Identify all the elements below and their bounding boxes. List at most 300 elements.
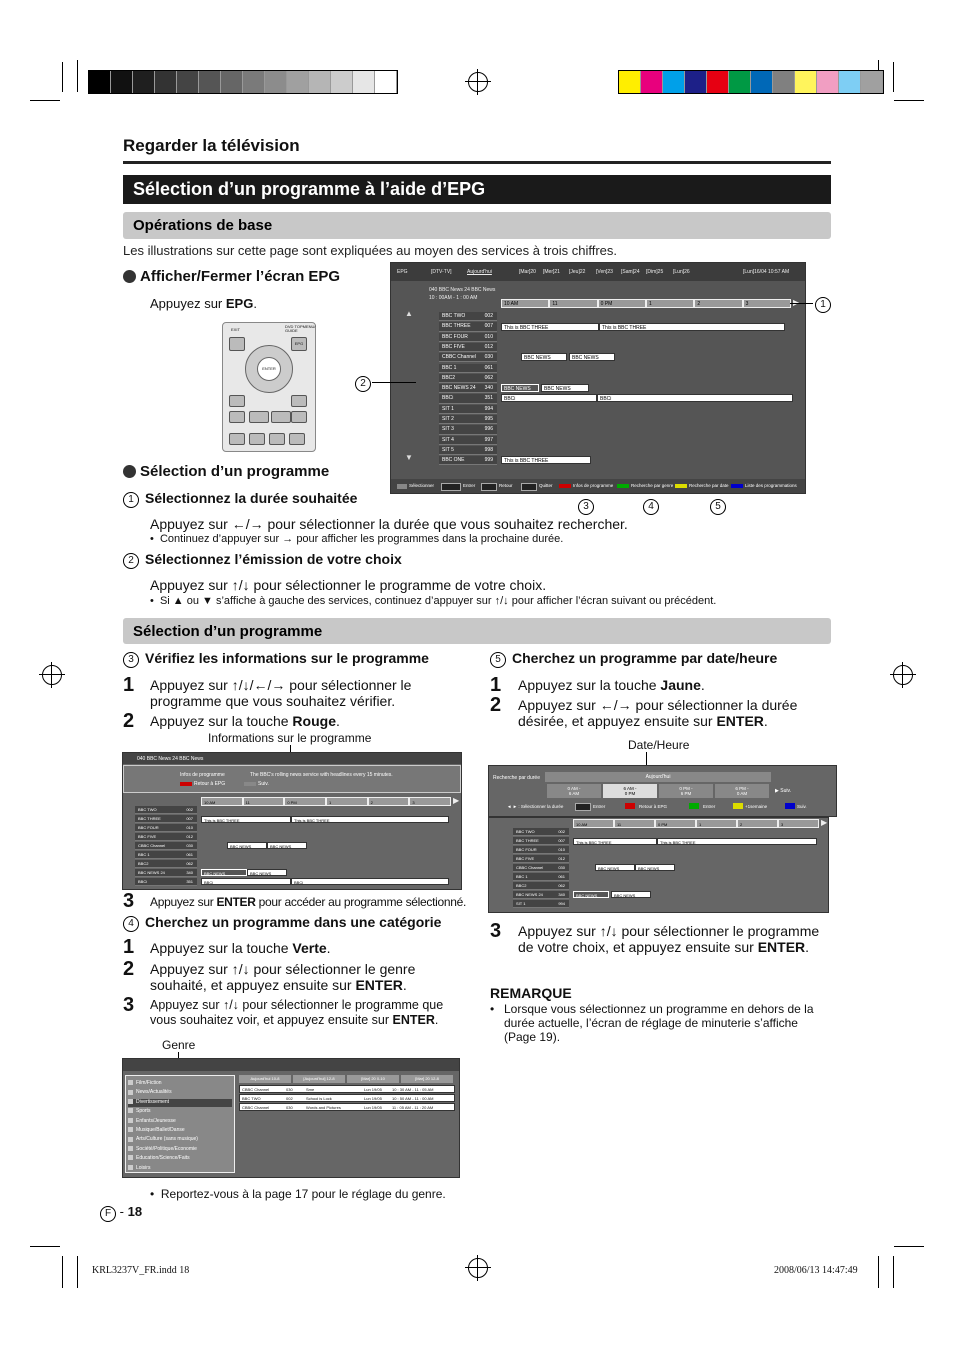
gray-swatch: [331, 71, 353, 93]
channel-number: 002: [186, 807, 193, 812]
channel-number: 061: [558, 874, 565, 879]
time-label: 10 AM: [576, 822, 588, 827]
next-page-icon[interactable]: ▶: [821, 818, 828, 827]
genre-item[interactable]: [128, 1165, 232, 1173]
channel-row[interactable]: [135, 860, 197, 868]
gray-swatch: [133, 71, 155, 93]
step3-instr1: Appuyez sur ↑/↓/←/→ pour sélectionner le programme que vous souhaitez vérifier.: [150, 677, 412, 709]
genre-result-cell: 11 : 05 AM - 11 : 20 AM: [392, 1105, 434, 1110]
remarque-text: • Lorsque vous sélectionnez un programme en dehors de la durée actuelle, l’écran de réglage de minuterie s’affiche (Page 19).: [490, 1002, 814, 1044]
genre-col-header[interactable]: [347, 1075, 399, 1083]
step1-heading: 1 Sélectionnez la durée souhaitée: [123, 490, 357, 508]
color-swatch: [619, 71, 641, 93]
genre-result-cell: CBBC Channel: [242, 1087, 270, 1092]
time-label: 0 PM: [600, 301, 613, 307]
time-label: 11: [552, 301, 558, 307]
step-number: 1: [123, 936, 135, 958]
genre-col-header[interactable]: [293, 1075, 345, 1083]
remote-button[interactable]: [289, 433, 305, 445]
step3-heading: 3 Vérifiez les informations sur le programme: [123, 650, 429, 668]
date-next[interactable]: ▶ Suiv.: [775, 788, 791, 794]
genre-item[interactable]: [128, 1080, 232, 1088]
program-cell[interactable]: This is BBC THREE: [573, 838, 657, 845]
footer-file: KRL3237V_FR.indd 18: [92, 1265, 190, 1276]
channel-number: 012: [186, 834, 193, 839]
remarque-title: REMARQUE: [490, 985, 572, 1001]
program-cell[interactable]: This is BBC THREE: [291, 816, 449, 823]
channel-name: CBBC Channel: [138, 843, 166, 848]
enter-key-icon: [441, 483, 461, 491]
genre-item[interactable]: [128, 1146, 232, 1154]
channel-row[interactable]: [513, 855, 569, 863]
gray-swatch: [265, 71, 287, 93]
page-title: Sélection d’un programme à l’aide d’EPG: [123, 175, 831, 204]
epg-top-bar: EPG [DTV-TV] Aujourd'hui [Mar]20 [Mer]21 [Jeu]22 [Ven]23 [Sam]24 [Dim]25 [Lun]26 [Lun]16/04 10:57 AM: [391, 263, 805, 281]
crop-mark: [893, 1256, 894, 1288]
channel-number: 007: [484, 323, 493, 330]
genre-col-label: [Mar] 20 12-8: [415, 1076, 439, 1081]
channel-number: 994: [558, 901, 565, 906]
time-label: 3: [412, 800, 415, 805]
program-cell[interactable]: BBC NEWS: [569, 353, 615, 361]
time-slot: [368, 797, 410, 806]
program-cell[interactable]: BBCi: [501, 394, 597, 402]
dpad-icon: [397, 484, 407, 489]
channel-number: 340: [558, 892, 565, 897]
callout-4: 4: [643, 498, 665, 515]
genre-label: Sports: [136, 1108, 151, 1115]
date-today: Aujourd'hui: [545, 772, 771, 782]
channel-name: BBC 1: [516, 874, 528, 879]
date-slot[interactable]: [715, 784, 769, 798]
channel-row[interactable]: [513, 900, 569, 908]
genre-label: Education/Science/Faits: [136, 1155, 190, 1162]
step5-instr3: Appuyez sur ↑/↓ pour sélectionner le programme de votre choix, et appuyez ensuite sur ENTER.: [518, 923, 820, 955]
channel-row[interactable]: [439, 425, 497, 434]
genre-item[interactable]: [128, 1155, 232, 1163]
red-key-icon: [180, 782, 192, 786]
date-slot-label: 0 PM - 6 PM: [679, 786, 693, 796]
genre-result-cell: School is Lock: [306, 1096, 332, 1101]
channel-number: 010: [186, 825, 193, 830]
blue-key-icon: [731, 484, 743, 488]
genre-item[interactable]: [128, 1089, 232, 1097]
channel-row[interactable]: [135, 851, 197, 859]
gray-swatch: [155, 71, 177, 93]
channel-row[interactable]: [135, 806, 197, 814]
channel-number: 062: [186, 861, 193, 866]
channel-row[interactable]: [439, 353, 497, 362]
step2-heading: 2 Sélectionnez l’émission de votre choix: [123, 551, 402, 569]
program-cell[interactable]: BBCi: [201, 878, 291, 885]
time-slot: [614, 819, 655, 828]
genre-note: • Reportez-vous à la page 17 pour le réglage du genre.: [150, 1187, 446, 1201]
channel-number: 002: [558, 829, 565, 834]
color-swatch: [641, 71, 663, 93]
program-cell[interactable]: BBC NEWS: [595, 864, 635, 871]
step4-instr1: Appuyez sur la touche Verte.: [150, 940, 331, 956]
program-cell[interactable]: BBCi: [291, 878, 449, 885]
step3-instr2: Appuyez sur la touche Rouge.: [150, 713, 340, 729]
scroll-up-icon[interactable]: ▲: [405, 309, 413, 318]
step4-heading: 4 Cherchez un programme dans une catégorie: [123, 914, 441, 932]
channel-row[interactable]: [439, 436, 497, 445]
genre-label: Film/Fiction: [136, 1080, 162, 1086]
channel-number: 030: [186, 843, 193, 848]
program-cell[interactable]: This is BBC THREE: [201, 816, 291, 823]
genre-result-cell: Sme: [306, 1087, 315, 1092]
channel-row[interactable]: [439, 322, 497, 331]
remote-button[interactable]: [269, 433, 285, 445]
crop-mark: [30, 1246, 60, 1247]
channel-name: SIT 1: [442, 405, 454, 412]
channel-name: BBCi: [138, 879, 148, 884]
genre-result-cell: 030: [286, 1087, 293, 1092]
program-cell[interactable]: This is BBC THREE: [599, 323, 785, 331]
channel-name: SIT 2: [442, 416, 454, 422]
channel-row[interactable]: [439, 405, 497, 414]
channel-row[interactable]: [135, 878, 197, 886]
genre-icon: [128, 1165, 133, 1170]
genre-result-cell: CBBC Channel: [242, 1105, 270, 1110]
crop-mark: [62, 62, 63, 92]
channel-name: BBC2: [138, 861, 149, 866]
step-number: 1: [490, 674, 502, 696]
step-number: 2: [490, 694, 502, 716]
step5-instr2: Appuyez sur ←/→ pour sélectionner la durée désirée, et appuyez ensuite sur ENTER.: [518, 697, 798, 729]
step3-instr3: Appuyez sur ENTER pour accéder au programme sélectionné.: [150, 895, 467, 909]
genre-caption: Genre: [162, 1038, 196, 1052]
time-slot: [326, 797, 368, 806]
date-caption: Date/Heure: [628, 738, 690, 752]
home-button[interactable]: [229, 395, 245, 407]
red-key-icon: [625, 803, 635, 809]
color-swatch: [795, 71, 817, 93]
genre-list: [125, 1075, 235, 1173]
channel-name: BBC FIVE: [516, 856, 535, 861]
channel-row[interactable]: [439, 343, 497, 352]
step5-instr1: Appuyez sur la touche Jaune.: [518, 677, 705, 693]
genre-item[interactable]: [128, 1127, 232, 1135]
step5-heading: 5 Cherchez un programme par date/heure: [490, 650, 777, 668]
channel-name: CBBC Channel: [516, 865, 544, 870]
date-slot[interactable]: [603, 784, 657, 798]
epg-key-icon: [521, 483, 537, 491]
menu-button[interactable]: [229, 411, 245, 423]
genre-item[interactable]: [128, 1108, 232, 1116]
remote-button[interactable]: [229, 433, 245, 445]
scroll-down-icon[interactable]: ▼: [405, 453, 413, 462]
key-icon: [244, 782, 256, 786]
crop-mark: [77, 60, 78, 92]
selection-header: Sélection d’un programme: [123, 618, 831, 644]
channel-number: 007: [186, 816, 193, 821]
color-swatch: [685, 71, 707, 93]
time-slot: [573, 819, 614, 828]
channel-number: 061: [186, 852, 193, 857]
epg-footer: Sélectionner Entrer Retour Quitter Infos de programme Recherche par genre Recherche par date Liste des programmations: [391, 479, 805, 493]
step-number: 2: [123, 958, 135, 980]
genre-result-row[interactable]: [239, 1085, 455, 1093]
genre-result-cell: Words and Pictures: [306, 1105, 341, 1110]
channel-row[interactable]: [439, 333, 497, 342]
time-slot: [694, 299, 742, 308]
genre-item[interactable]: [128, 1099, 232, 1107]
genre-icon: [128, 1108, 133, 1113]
channel-name: BBC NEWS 24: [442, 385, 476, 392]
step-number: 2: [123, 710, 135, 732]
channel-number: 007: [558, 838, 565, 843]
registration-mark-icon: [468, 72, 488, 92]
selection-heading: Sélection d’un programme: [123, 463, 329, 480]
time-label: 11: [617, 822, 622, 827]
channel-name: BBC TWO: [138, 807, 157, 812]
channel-name: BBC 1: [442, 364, 457, 371]
info-screen: [122, 752, 462, 890]
program-cell[interactable]: BBCi: [597, 394, 793, 402]
time-label: 1: [649, 301, 652, 307]
color-swatch: [861, 71, 883, 93]
genre-result-cell: BBC TWO: [242, 1096, 261, 1101]
genre-result-row[interactable]: [239, 1103, 455, 1111]
channel-number: 999: [484, 457, 493, 464]
color-swatch: [729, 71, 751, 93]
channel-name: SIT 5: [442, 446, 454, 453]
program-cell[interactable]: This is BBC THREE: [501, 456, 591, 464]
channel-name: BBC FOUR: [516, 847, 537, 852]
green-key-icon: [617, 484, 629, 488]
genre-icon: [128, 1155, 133, 1160]
channel-number: 012: [558, 856, 565, 861]
callout-1: 1: [815, 296, 837, 313]
channel-row[interactable]: [135, 869, 197, 877]
genre-result-cell: Lun 19/05: [364, 1087, 382, 1092]
genre-icon: [128, 1146, 133, 1151]
channel-name: BBC THREE: [442, 323, 471, 330]
channel-name: BBC TWO: [516, 829, 535, 834]
crop-mark: [878, 1256, 879, 1288]
genre-item[interactable]: [128, 1136, 232, 1144]
channel-number: 062: [558, 883, 565, 888]
remote-button[interactable]: [249, 411, 269, 423]
channel-name: BBC FOUR: [442, 333, 468, 340]
color-swatch: [773, 71, 795, 93]
program-cell[interactable]: BBC NEWS: [635, 864, 675, 871]
remote-epg-label: DVD TOPMENU/ GUIDE: [285, 324, 316, 333]
channel-number: 998: [484, 446, 493, 453]
time-slot: [737, 819, 778, 828]
crop-mark: [77, 1256, 78, 1288]
genre-icon: [128, 1118, 133, 1123]
channel-number: 062: [484, 374, 493, 381]
exit-button[interactable]: [229, 337, 245, 351]
red-key-icon: [559, 484, 571, 488]
channel-number: 995: [484, 416, 493, 422]
afficher-heading: Afficher/Fermer l’écran EPG: [123, 268, 340, 285]
channel-name: BBC FIVE: [138, 834, 157, 839]
gray-swatch: [89, 71, 111, 93]
channel-row[interactable]: [513, 891, 569, 899]
channel-number: 012: [484, 343, 493, 350]
genre-col-label: [Mar] 20 0-10: [361, 1076, 385, 1081]
channel-number: 030: [558, 865, 565, 870]
info-header: 040 BBC News 24 BBC News: [123, 753, 461, 764]
time-slot: [778, 819, 819, 828]
program-cell-selected[interactable]: BBC NEWS: [573, 891, 609, 898]
time-label: 0 PM: [658, 822, 668, 827]
time-label: 11: [245, 800, 250, 805]
genre-col-header[interactable]: [239, 1075, 291, 1083]
channel-row[interactable]: [439, 364, 497, 373]
date-footer: ◄ ► : Sélectionner la durée Entrer Retour à EPG Entrer +1semaine Suiv.: [507, 804, 807, 809]
program-cell[interactable]: This is BBC THREE: [657, 838, 817, 845]
program-cell[interactable]: BBC NEWS: [521, 353, 567, 361]
channel-row[interactable]: [439, 312, 497, 321]
color-swatch: [663, 71, 685, 93]
date-epg-screen: [488, 817, 829, 913]
program-cell[interactable]: BBC NEWS: [227, 842, 267, 849]
time-label: 10 AM: [204, 800, 216, 805]
date-slot[interactable]: [547, 784, 601, 798]
channel-name: SIT 4: [442, 436, 454, 443]
genre-label: Divertissement: [136, 1098, 170, 1105]
channel-name: BBC NEWS 24: [516, 892, 543, 897]
gray-swatch: [221, 71, 243, 93]
time-slot: [549, 299, 597, 308]
genre-screen: [122, 1058, 460, 1178]
program-cell-selected[interactable]: BBC NEWS: [501, 384, 539, 392]
time-label: 2: [370, 800, 373, 805]
step-number: 3: [123, 890, 135, 912]
channel-row[interactable]: [439, 446, 497, 455]
registration-mark-icon: [468, 1258, 488, 1278]
channel-number: 351: [484, 395, 493, 402]
genre-top-bar: [123, 1059, 459, 1071]
bullet-icon: [123, 270, 136, 283]
registration-mark-icon: [893, 665, 913, 685]
genre-col-label: [Aujourd'hui] 12-8: [303, 1076, 335, 1081]
step4-instr2: Appuyez sur ↑/↓ pour sélectionner le genre souhaité, et appuyez ensuite sur ENTER.: [150, 961, 416, 993]
channel-row[interactable]: [513, 837, 569, 845]
step2-bullet: • Si ▲ ou ▼ s’affiche à gauche des services, continuez d’appuyer sur ↑/↓ pour afficher l’écran suivant ou précédent.: [150, 595, 717, 607]
program-cell[interactable]: BBC NEWS: [611, 891, 651, 898]
yellow-key-icon: [733, 803, 743, 809]
crop-mark: [893, 62, 894, 92]
channel-name: BBC THREE: [138, 816, 161, 821]
genre-col-header[interactable]: [401, 1075, 453, 1083]
time-slot: [743, 299, 791, 308]
program-cell[interactable]: BBC NEWS: [541, 384, 589, 392]
channel-row[interactable]: [513, 873, 569, 881]
program-cell-selected[interactable]: BBC NEWS: [201, 869, 247, 876]
remote-button[interactable]: [249, 433, 265, 445]
crop-mark: [894, 100, 924, 101]
channel-row[interactable]: [135, 815, 197, 823]
genre-result-cell: Lun 19/05: [364, 1105, 382, 1110]
channel-number: 010: [558, 847, 565, 852]
channel-number: 030: [484, 354, 493, 361]
date-slot[interactable]: [659, 784, 713, 798]
genre-result-cell: 002: [286, 1096, 293, 1101]
genre-result-row[interactable]: [239, 1094, 455, 1102]
channel-name: BBCi: [442, 395, 454, 402]
channel-row[interactable]: [513, 882, 569, 890]
yellow-key-icon: [675, 484, 687, 488]
return-button[interactable]: [291, 395, 307, 407]
info-box: Infos de programme The BBC's rolling news service with headlines every 15 minutes. Retour à EPG Suiv.: [123, 765, 461, 793]
channel-row[interactable]: [439, 384, 497, 393]
channel-row[interactable]: [513, 828, 569, 836]
remote-button[interactable]: [271, 411, 291, 423]
callout-line: [372, 382, 416, 383]
time-slot: [201, 797, 243, 806]
grayscale-bar: [88, 70, 398, 94]
channel-name: BBC FIVE: [442, 343, 465, 350]
green-key-icon: [689, 803, 699, 809]
gray-swatch: [199, 71, 221, 93]
callout-line: [790, 303, 813, 304]
channel-row[interactable]: [439, 394, 497, 403]
channel-number: 340: [484, 385, 493, 392]
channel-row[interactable]: [135, 824, 197, 832]
step1-bullet: • Continuez d’appuyer sur → pour afficher les programmes dans la prochaine durée.: [150, 533, 564, 545]
bullet-icon: [123, 465, 136, 478]
channel-row[interactable]: [135, 842, 197, 850]
channel-row[interactable]: [439, 415, 497, 424]
registration-mark-icon: [42, 665, 62, 685]
time-label: 0 PM: [287, 800, 297, 805]
program-cell[interactable]: BBC NEWS: [267, 842, 307, 849]
channel-row[interactable]: [513, 864, 569, 872]
color-bar: [618, 70, 884, 94]
time-label: 3: [745, 301, 749, 307]
channel-row[interactable]: [439, 456, 497, 465]
channel-name: BBC ONE: [442, 457, 465, 464]
section-title: Regarder la télévision: [123, 136, 300, 155]
genre-result-cell: 10 : 30 AM - 11 : 05 AM: [392, 1087, 434, 1092]
channel-row[interactable]: [513, 846, 569, 854]
remote-control-illustration: [222, 322, 316, 452]
program-cell[interactable]: This is BBC THREE: [501, 323, 599, 331]
callout-3: 3: [578, 498, 600, 515]
epg-button[interactable]: EPG: [291, 337, 307, 351]
time-label: 10 AM: [504, 301, 519, 307]
gray-swatch: [353, 71, 375, 93]
next-page-icon[interactable]: ▶: [453, 796, 460, 805]
channel-row[interactable]: [135, 833, 197, 841]
step-number: 3: [123, 994, 135, 1016]
genre-item[interactable]: [128, 1118, 232, 1126]
time-slot: [501, 299, 549, 308]
gray-swatch: [375, 71, 397, 93]
genre-label: Musique/Ballet/Danse: [136, 1127, 185, 1133]
date-search-panel: [488, 765, 837, 817]
time-label: 1: [329, 800, 332, 805]
step-number: 1: [123, 674, 135, 696]
channel-name: CBBC Channel: [442, 354, 476, 361]
enter-button[interactable]: ENTER: [257, 357, 281, 381]
channel-number: 340: [186, 870, 193, 875]
afficher-text: Appuyez sur EPG.: [150, 296, 257, 311]
time-label: 2: [740, 822, 743, 827]
date-slot-label: 0 AM - 6 AM: [567, 786, 581, 796]
remote-button[interactable]: [291, 411, 307, 423]
channel-name: SIT 1: [516, 901, 526, 906]
channel-row[interactable]: [439, 374, 497, 383]
program-cell[interactable]: BBC NEWS: [247, 869, 287, 876]
crop-mark: [30, 100, 60, 101]
channel-number: 061: [484, 364, 493, 371]
